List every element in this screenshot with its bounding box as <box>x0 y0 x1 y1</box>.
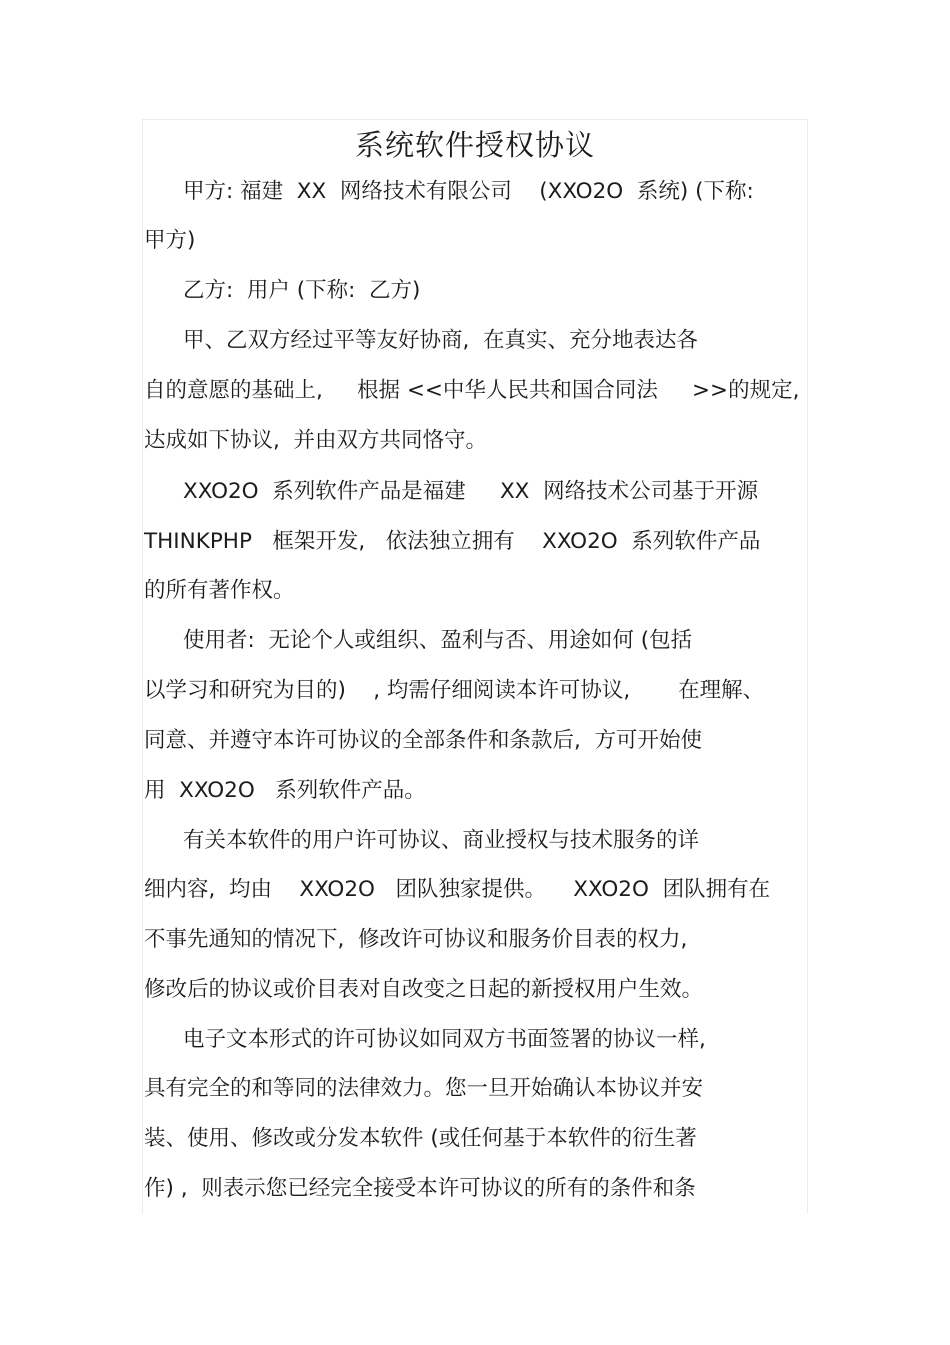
text-line: XXO2O 系列软件产品是福建 XX 网络技术公司基于开源 <box>183 479 759 504</box>
text-line: 具有完全的和等同的法律效力。您一旦开始确认本协议并安 <box>144 1076 704 1101</box>
text-line: 甲方: 福建 XX 网络技术有限公司 (XXO2O 系统) (下称: <box>183 179 754 204</box>
text-line: 用 XXO2O 系列软件产品。 <box>144 778 426 803</box>
text-line: 甲方) <box>144 228 196 253</box>
text-line: 以学习和研究为目的) , 均需仔细阅读本许可协议, 在理解、 <box>144 678 765 703</box>
text-line: 甲、乙双方经过平等友好协商, 在真实、充分地表达各 <box>183 328 699 353</box>
text-line: 装、使用、修改或分发本软件 (或任何基于本软件的衍生著 <box>144 1126 697 1151</box>
text-line: 达成如下协议, 并由双方共同恪守。 <box>144 428 488 453</box>
document-title: 系统软件授权协议 <box>354 128 595 162</box>
text-line: 的所有著作权。 <box>144 578 295 603</box>
text-line: 自的意愿的基础上, 根据 <<中华人民共和国合同法 >>的规定, <box>144 378 800 403</box>
text-line: 同意、并遵守本许可协议的全部条件和条款后, 方可开始使 <box>144 728 703 753</box>
text-line: 细内容, 均由 XXO2O 团队独家提供。 XXO2O 团队拥有在 <box>144 877 771 902</box>
text-line: 使用者: 无论个人或组织、盈利与否、用途如何 (包括 <box>183 628 693 653</box>
text-line: 修改后的协议或价目表对自改变之日起的新授权用户生效。 <box>144 977 704 1002</box>
text-line: 作) , 则表示您已经完全接受本许可协议的所有的条件和条 <box>144 1176 696 1201</box>
text-line: 乙方: 用户 (下称: 乙方) <box>183 278 421 303</box>
text-line: 电子文本形式的许可协议如同双方书面签署的协议一样, <box>183 1027 706 1052</box>
text-line: 有关本软件的用户许可协议、商业授权与技术服务的详 <box>183 828 700 853</box>
text-line: 不事先通知的情况下, 修改许可协议和服务价目表的权力, <box>144 927 688 952</box>
text-line: THINKPHP 框架开发, 依法独立拥有 XXO2O 系列软件产品 <box>144 529 761 554</box>
